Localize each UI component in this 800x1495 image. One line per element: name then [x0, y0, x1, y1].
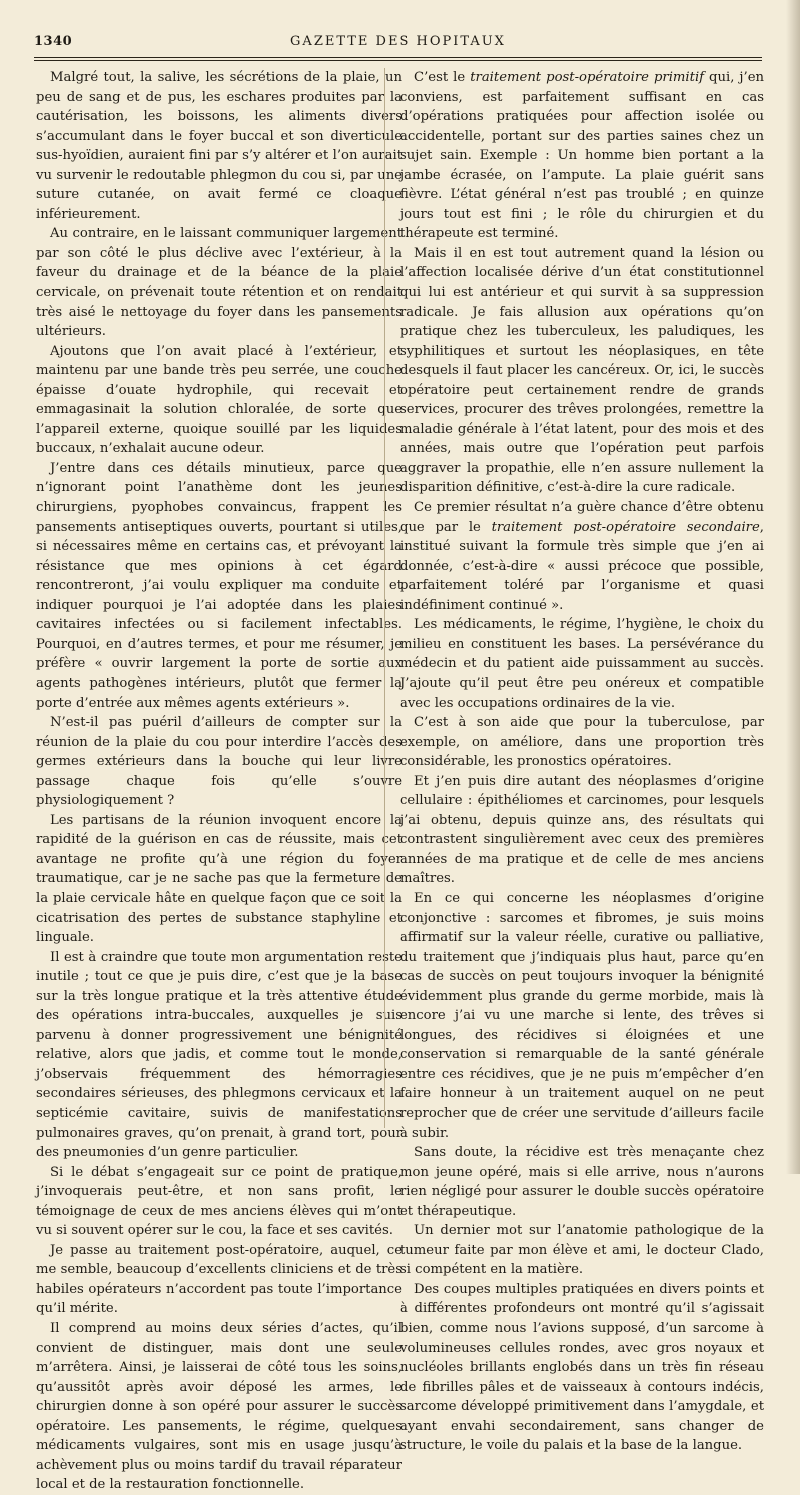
- page-header: [34, 28, 762, 54]
- text-run: Ce premier résultat n’a guère chance d’être obtenu que par le: [400, 500, 764, 535]
- header-rule-bottom: [34, 60, 762, 61]
- page-edge-shadow: [786, 0, 800, 1174]
- right-column: [400, 68, 764, 1456]
- paragraph: Si le débat s’engageait sur ce point de pratique, j’invoquerais peut-être, et non sans profit, le témoignage de ceux de mes anciens élèves qui m’ont vu si souvent opérer sur le cou, la face et ses cavités.: [36, 1164, 402, 1239]
- paragraph: [400, 889, 764, 1143]
- text-run: C’est le: [414, 70, 471, 85]
- text-run: Un dernier mot sur l’anatomie pathologique de la tumeur faite par mon élève et ami, le docteur Clado, si compétent en la matière.: [400, 1223, 764, 1278]
- paragraph: [400, 713, 764, 772]
- text-run: Et j’en puis dire autant des néoplasmes d’origine cellulaire : épithéliomes et carcinomes, pour lesquels j’ai obtenu, depuis quinze ans, des résultats qui contrastent singulièrement avec ceux des premières années de ma pratique et de celle de mes anciens maîtres.: [400, 773, 764, 887]
- text-run: Les médicaments, le régime, l’hygiène, le choix du milieu en constituent les bases. La persévérance du médecin et du patient aide puissamment au succès. J’ajoute qu’il peut être peu onéreux et compatible avec les occupations ordinaires de la vie.: [400, 617, 764, 711]
- paragraph: Je passe au traitement post-opératoire, auquel, ce me semble, beaucoup d’excellents cliniciens et de très habiles opérateurs n’accordent pas toute l’importance qu’il mérite.: [36, 1242, 402, 1317]
- text-run: Mais il en est tout autrement quand la lésion ou l’affection localisée dérive d’un état constitutionnel qui lui est antérieur et qui survit à sa suppression radicale. Je fais allusion aux opérations qu’on pratique chez les tuberculeux, les paludiques, les syphilitiques et surtout les néoplasiques, en tête desquels il faut placer les cancéreux. Or, ici, le succès opératoire peut certainement rendre de grands services, procurer des trêves prolongées, remettre la maladie générale à l’état latent, pour des mois et des années, mais outre que l’opération peut parfois aggraver la propathie, elle n’en assure nullement la disparition définitive, c’est-à-dire la cure radicale.: [400, 245, 764, 496]
- column-divider: [384, 68, 385, 1128]
- paragraph: [400, 1221, 764, 1280]
- paragraph: [400, 1143, 764, 1221]
- paragraph: Malgré tout, la salive, les sécrétions de la plaie, un peu de sang et de pus, les eschares produites par la cautérisation, les boissons, les aliments divers s’accumulant dans le foyer buccal et son diverticule sus-hyoïdien, auraient fini par s’y altérer et l’on aurait vu survenir le redoutable phlegmon du cou si, par une suture cutanée, on avait fermé ce cloaque inférieurement.: [36, 70, 402, 222]
- left-column: [36, 68, 402, 1495]
- paragraph: [400, 1280, 764, 1456]
- paragraph: [400, 244, 764, 498]
- page-number: 1340: [34, 34, 73, 49]
- paragraph: [400, 498, 764, 615]
- text-run: C’est à son aide que pour la tuberculose, par exemple, on améliore, dans une proportion très considérable, les pronostics opératoires.: [400, 715, 764, 770]
- paragraph: [400, 68, 764, 244]
- text-run: Des coupes multiples pratiquées en divers points et à différentes profondeurs ont montré qu’il s’agissait bien, comme nous l’avions supposé, d’un sarcome à volumineuses cellules rondes, avec gros noyaux et nucléoles brillants englobés dans un très fin réseau de fibrilles pâles et de vaisseaux à contours indécis, sarcome développé primitivement dans l’amygdale, et ayant envahi secondairement, sans changer de structure, le voile du palais et la base de la langue.: [400, 1281, 764, 1454]
- text-run: En ce qui concerne les néoplasmes d’origine conjonctive : sarcomes et fibromes, je suis moins affirmatif sur la valeur réelle, curative ou palliative, du traitement que j’indiquais plus haut, parce qu’en cas de succès on peut toujours invoquer la bénignité évidemment plus grande du germe morbide, mais là encore j’ai vu une marche si lente, des trêves si longues, des récidives si éloignées et une conservation si remarquable de la santé générale entre ces récidives, que je ne puis m’empêcher d’en faire honneur à un traitement auquel on ne peut reprocher que de créer une servitude d’ailleurs facile à subir.: [400, 890, 764, 1141]
- emphasis-text: traitement post-opératoire primitif: [470, 70, 705, 85]
- paragraph: Ajoutons que l’on avait placé à l’extérieur, et maintenu par une bande très peu serrée, une couche épaisse d’ouate hydrophile, qui recevait et emmagasinait la solution chloralée, de sorte que l’appareil externe, quoique souillé par les liquides buccaux, n’exhalait aucune odeur.: [36, 343, 402, 457]
- running-head: GAZETTE DES HOPITAUX: [290, 34, 506, 49]
- paragraph: Au contraire, en le laissant communiquer largement par son côté le plus déclive avec l’extérieur, à la faveur du drainage et de la béance de la plaie cervicale, on prévenait toute rétention et on rendait très aisé le nettoyage du foyer dans les pansements ultérieurs.: [36, 226, 402, 340]
- paragraph: Les partisans de la réunion invoquent encore la rapidité de la guérison en cas de réussite, mais cet avantage ne profite qu’à une région du foyer traumatique, car je ne sache pas que la fermeture de la plaie cervicale hâte en quelque façon que ce soit la cicatrisation des pertes de substance staphyline et linguale.: [36, 812, 402, 946]
- text-run: Sans doute, la récidive est très menaçante chez mon jeune opéré, mais si elle arrive, nous n’aurons rien négligé pour assurer le double succès opératoire et thérapeutique.: [400, 1145, 764, 1219]
- paragraph: [400, 772, 764, 889]
- text-run: qui, j’en conviens, est parfaitement suffisant en cas d’opérations pratiquées pour affection isolée ou accidentelle, portant sur des parties saines chez un sujet sain. Exemple : Un homme bien portant a la jambe écrasée, on l’ampute. La plaie guérit sans fièvre. L’état général n’est pas troublé ; en quinze jours tout est fini ; le rôle du chirurgien et du thérapeute est terminé.: [400, 70, 764, 242]
- paragraph: [400, 615, 764, 713]
- header-rule-top: [34, 57, 762, 58]
- paragraph: J’entre dans ces détails minutieux, parce que n’ignorant point l’anathème dont les jeunes chirurgiens, pyophobes convaincus, frappent les pansements antiseptiques ouverts, pourtant si utiles, si nécessaires même en certains cas, et prévoyant la résistance que mes opinions à cet égard rencontreront, j’ai voulu expliquer ma conduite et indiquer pourquoi je l’ai adoptée dans les plaies cavitaires infectées ou si facilement infectables. Pourquoi, en d’autres termes, et pour me résumer, je préfère « ouvrir largement la porte de sortie aux agents pathogènes intérieurs, plutôt que fermer la porte d’entrée aux mêmes agents extérieurs ».: [36, 460, 402, 711]
- paragraph: N’est-il pas puéril d’ailleurs de compter sur la réunion de la plaie du cou pour interdire l’accès des germes extérieurs dans la bouche qui leur livre passage chaque fois qu’elle s’ouvre physiologiquement ?: [36, 715, 402, 809]
- text-run: , institué suivant la formule très simple que j’en ai donnée, c’est-à-dire « aussi précoce que possible, parfaitement toléré par l’organisme et quasi indéfiniment continué ».: [400, 519, 764, 613]
- emphasis-text: traitement post-opératoire secondaire: [491, 519, 760, 535]
- paragraph: Il comprend au moins deux séries d’actes, qu’il convient de distinguer, mais dont une seule m’arrêtera. Ainsi, je laisserai de côté tous les soins, qu’aussitôt après avoir déposé les armes, le chirurgien donne à son opéré pour assurer le succès opératoire. Les pansements, le régime, quelques médicaments vulgaires, sont mis en usage jusqu’à achèvement plus ou moins tardif du travail réparateur local et de la restauration fonctionnelle.: [36, 1321, 402, 1493]
- paragraph: Il est à craindre que toute mon argumentation reste inutile ; tout ce que je puis dire, c’est que je la base sur la très longue pratique et la très attentive étude des opérations intra-buccales, auxquelles je suis parvenu à donner progressivement une bénignité relative, alors que jadis, et comme tout le monde, j’observais fréquemment des hémorragies secondaires sérieuses, des phlegmons cervicaux et la septicémie cavitaire, suivis de manifestations pulmonaires graves, qu’on prenait, à grand tort, pour des pneumonies d’un genre particulier.: [36, 949, 402, 1161]
